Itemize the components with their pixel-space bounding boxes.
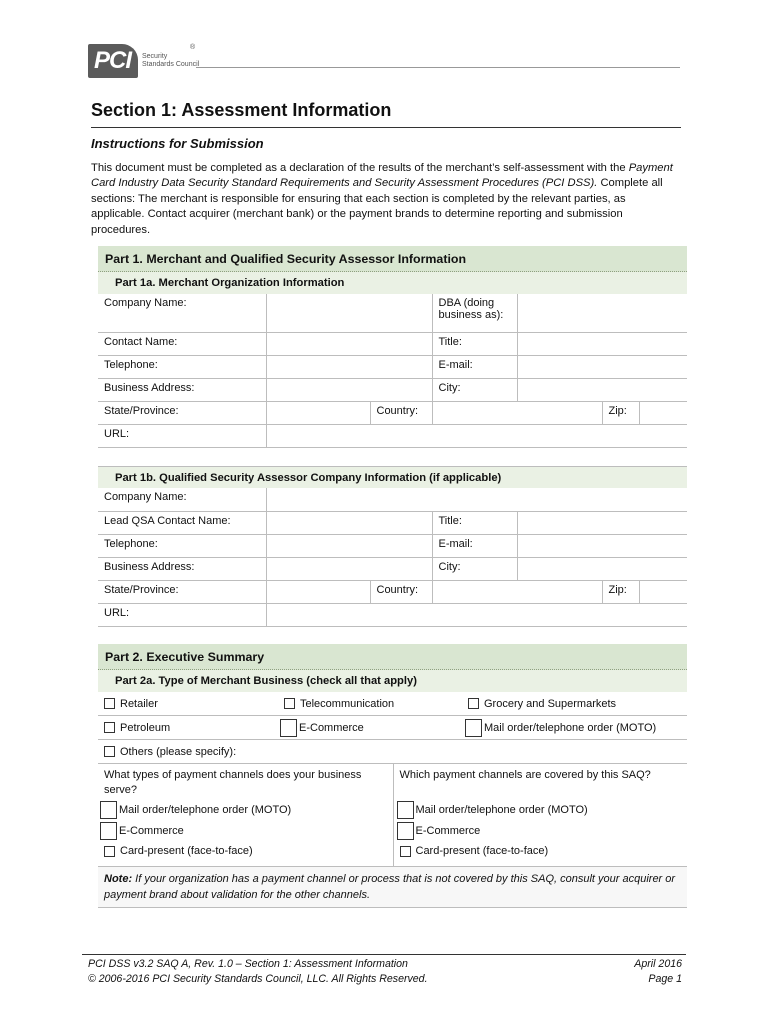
qsa-title-field[interactable] [517, 511, 687, 534]
qsa-url-field[interactable] [266, 603, 687, 626]
moto-option[interactable]: Mail order/telephone order (MOTO) [465, 719, 687, 737]
business-address-label: Business Address: [98, 378, 266, 401]
company-name-label: Company Name: [98, 294, 266, 332]
served-card-present-checkbox[interactable] [104, 846, 115, 857]
served-moto-option[interactable]: Mail order/telephone order (MOTO) [104, 800, 387, 821]
covered-card-present-checkbox[interactable] [400, 846, 411, 857]
part1a-header: Part 1a. Merchant Organization Information [98, 272, 687, 294]
served-ecommerce-option[interactable]: E-Commerce [104, 821, 387, 842]
state-field[interactable] [266, 401, 370, 424]
footer-doc-title: PCI DSS v3.2 SAQ A, Rev. 1.0 – Section 1: Assessment Information [88, 958, 408, 970]
telecom-option[interactable]: Telecommunication [278, 698, 465, 710]
served-ecommerce-checkbox[interactable] [100, 822, 117, 840]
qsa-email-label: E-mail: [432, 534, 517, 557]
qsa-title-label: Title: [432, 511, 517, 534]
city-field[interactable] [517, 378, 687, 401]
part2-header: Part 2. Executive Summary [98, 644, 687, 670]
footer-right [634, 957, 682, 987]
qsa-zip-label: Zip: [608, 583, 627, 596]
payment-channels [98, 764, 687, 867]
served-card-present-option[interactable]: Card-present (face-to-face) [104, 841, 387, 862]
page-footer [88, 957, 682, 987]
url-field[interactable] [266, 424, 687, 447]
contact-name-field[interactable] [266, 332, 432, 355]
qsa-city-label: City: [432, 557, 517, 580]
registered-mark: ® [190, 44, 196, 51]
grocery-checkbox[interactable] [468, 698, 479, 709]
merchant-type-row-1 [98, 692, 687, 716]
qsa-zip-cell [602, 580, 687, 603]
part1-section [98, 246, 687, 448]
footer-divider [82, 954, 686, 955]
petroleum-option[interactable]: Petroleum [98, 722, 278, 734]
retailer-option[interactable]: Retailer [98, 698, 278, 710]
qsa-business-address-field[interactable] [266, 557, 432, 580]
pci-logo-mark: PCI [88, 44, 138, 78]
contact-name-label: Contact Name: [98, 332, 266, 355]
qsa-country-field[interactable] [432, 580, 602, 603]
email-label: E-mail: [432, 355, 517, 378]
covered-moto-checkbox[interactable] [397, 801, 414, 819]
others-option[interactable]: Others (please specify): [98, 746, 236, 758]
qsa-email-field[interactable] [517, 534, 687, 557]
covered-moto-option[interactable]: Mail order/telephone order (MOTO) [400, 800, 682, 821]
email-field[interactable] [517, 355, 687, 378]
state-label: State/Province: [98, 401, 266, 424]
served-moto-checkbox[interactable] [100, 801, 117, 819]
dba-label: DBA (doing business as): [432, 294, 517, 332]
moto-checkbox[interactable] [465, 719, 482, 737]
channels-covered-column [393, 764, 688, 866]
merchant-type-row-2 [98, 716, 687, 740]
pci-logo-text: Security Standards Council [142, 53, 200, 68]
business-address-field[interactable] [266, 378, 432, 401]
city-label: City: [432, 378, 517, 401]
part1b-header: Part 1b. Qualified Security Assessor Company Information (if applicable) [98, 466, 687, 488]
pci-logo [88, 44, 199, 78]
url-label: URL: [98, 424, 266, 447]
channels-served-question: What types of payment channels does your business serve? [104, 769, 362, 796]
footer-page-number: Page 1 [648, 973, 682, 985]
covered-ecommerce-option[interactable]: E-Commerce [400, 821, 682, 842]
qsa-company-name-field[interactable] [266, 488, 687, 511]
covered-ecommerce-checkbox[interactable] [397, 822, 414, 840]
part1b-section [98, 466, 687, 627]
qsa-country-label: Country: [370, 580, 432, 603]
qsa-telephone-field[interactable] [266, 534, 432, 557]
qsa-telephone-label: Telephone: [98, 534, 266, 557]
qsa-url-label: URL: [98, 603, 266, 626]
zip-label: Zip: [608, 404, 627, 417]
lead-qsa-field[interactable] [266, 511, 432, 534]
qsa-business-address-label: Business Address: [98, 557, 266, 580]
footer-copyright: © 2006-2016 PCI Security Standards Council, LLC. All Rights Reserved. [88, 973, 428, 985]
channel-note: Note: If your organization has a payment channel or process that is not covered by this SAQ, consult your acquirer or payment brand about validation for the other channels. [98, 867, 687, 908]
country-label: Country: [370, 401, 432, 424]
instructions-title: Instructions for Submission [91, 136, 264, 151]
merchant-info-table [98, 294, 687, 448]
merchant-type-row-3 [98, 740, 687, 764]
zip-cell [602, 401, 687, 424]
qsa-info-table [98, 488, 687, 627]
covered-card-present-option[interactable]: Card-present (face-to-face) [400, 841, 682, 862]
lead-qsa-label: Lead QSA Contact Name: [98, 511, 266, 534]
telephone-field[interactable] [266, 355, 432, 378]
title-label: Title: [432, 332, 517, 355]
country-field[interactable] [432, 401, 602, 424]
company-name-field[interactable] [266, 294, 432, 332]
retailer-checkbox[interactable] [104, 698, 115, 709]
channels-covered-question: Which payment channels are covered by this SAQ? [399, 769, 651, 781]
qsa-zip-field[interactable] [639, 581, 688, 603]
section-divider [91, 127, 681, 128]
footer-date: April 2016 [634, 958, 682, 970]
intro-paragraph: This document must be completed as a declaration of the results of the merchant’s self-assessment with the Payment Card Industry Data Security Standard Requirements and Security Assessment Procedures (PCI DSS). Complete all sections: The merchant is responsible for ensuring that each section is completed by the relevant parties, as applicable. Contact acquirer (merchant bank) or the payment brands to determine reporting and submission procedures. [91, 162, 673, 236]
ecommerce-option[interactable]: E-Commerce [278, 719, 465, 737]
zip-field[interactable] [639, 402, 688, 424]
telecom-checkbox[interactable] [284, 698, 295, 709]
others-checkbox[interactable] [104, 746, 115, 757]
petroleum-checkbox[interactable] [104, 722, 115, 733]
section-title: Section 1: Assessment Information [91, 100, 392, 120]
grocery-option[interactable]: Grocery and Supermarkets [465, 698, 687, 710]
qsa-state-field[interactable] [266, 580, 370, 603]
part2a-header: Part 2a. Type of Merchant Business (check all that apply) [98, 670, 687, 692]
title-field[interactable] [517, 332, 687, 355]
qsa-company-name-label: Company Name: [98, 488, 266, 511]
ecommerce-checkbox[interactable] [280, 719, 297, 737]
part1-header: Part 1. Merchant and Qualified Security Assessor Information [98, 246, 687, 272]
part2-section [98, 644, 687, 908]
channels-served-column [98, 764, 393, 866]
qsa-state-label: State/Province: [98, 580, 266, 603]
header-divider [196, 67, 680, 68]
dba-field[interactable] [517, 294, 687, 332]
qsa-city-field[interactable] [517, 557, 687, 580]
telephone-label: Telephone: [98, 355, 266, 378]
